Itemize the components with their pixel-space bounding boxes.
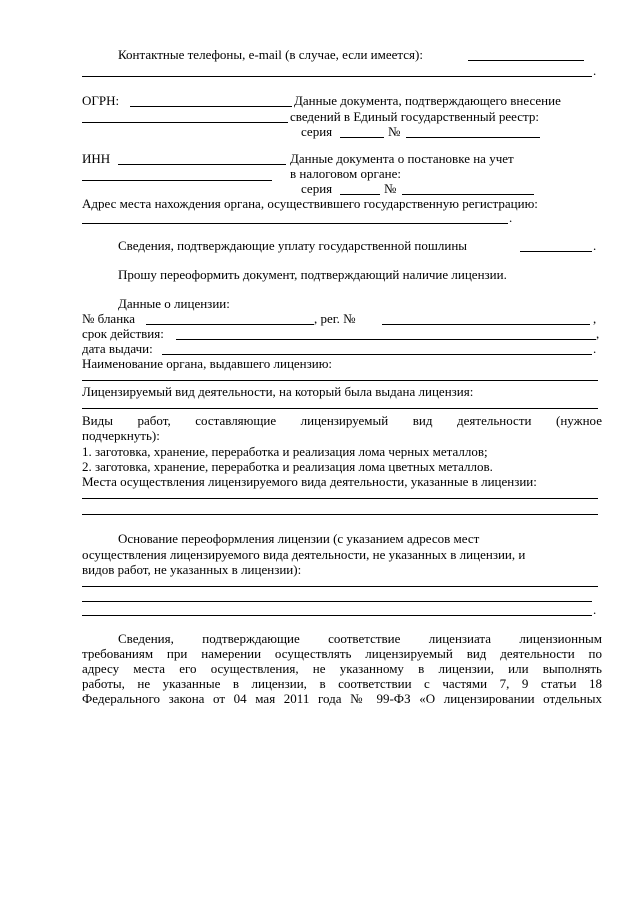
- address-label: Адрес места нахождения органа, осуществившего государственную регистрацию:: [82, 196, 538, 211]
- basis-line1: Основание переоформления лицензии (с указанием адресов мест: [118, 531, 480, 546]
- license-validity-label: срок действия:: [82, 326, 164, 341]
- inn-doc-line1: Данные документа о постановке на учет: [290, 151, 514, 166]
- license-activity-label: Лицензируемый вид деятельности, на который была выдана лицензия:: [82, 384, 474, 399]
- ogrn-number-field[interactable]: [406, 137, 540, 138]
- license-issue-label: дата выдачи:: [82, 341, 153, 356]
- inn-field[interactable]: [118, 164, 286, 165]
- ogrn-extra-field[interactable]: [82, 122, 288, 123]
- works-intro-line2: подчеркнуть):: [82, 428, 160, 443]
- ogrn-number-label: №: [388, 124, 401, 139]
- compliance-line2: требованиям при намерении осуществлять лицензируемый вид деятельности по: [82, 646, 602, 661]
- fee-label: Сведения, подтверждающие уплату государственной пошлины: [118, 238, 468, 253]
- inn-number-label: №: [384, 181, 397, 196]
- works-item-2[interactable]: 2. заготовка, хранение, переработка и реализация лома цветных металлов.: [82, 459, 493, 474]
- basis-line3: видов работ, не указанных в лицензии):: [82, 562, 302, 577]
- contacts-end-dot: .: [593, 63, 597, 78]
- basis-field-2[interactable]: [82, 601, 592, 602]
- inn-series-label: серия: [301, 181, 333, 196]
- license-activity-field[interactable]: [82, 408, 598, 409]
- inn-number-field[interactable]: [402, 194, 534, 195]
- works-places-field-1[interactable]: [82, 498, 598, 499]
- license-issue-end-dot: .: [593, 341, 597, 356]
- fee-end-dot: .: [593, 238, 597, 253]
- basis-field-3[interactable]: [82, 615, 592, 616]
- compliance-line1: Сведения, подтверждающие соответствие лицензиата лицензионным: [118, 631, 602, 646]
- address-end-dot: .: [509, 210, 513, 225]
- ogrn-doc-line1: Данные документа, подтверждающего внесение: [294, 93, 561, 108]
- license-blank-field[interactable]: [146, 324, 314, 325]
- license-reg-field[interactable]: [382, 324, 590, 325]
- license-issue-field[interactable]: [162, 354, 592, 355]
- works-intro-line1: Виды работ, составляющие лицензируемый вид деятельности (нужное: [82, 413, 602, 428]
- license-reg-comma: ,: [593, 311, 597, 326]
- license-reg-label: , рег. №: [314, 311, 356, 326]
- ogrn-doc-line2: сведений в Единый государственный реестр:: [290, 109, 539, 124]
- fee-field[interactable]: [520, 251, 592, 252]
- request-text: Прошу переоформить документ, подтверждающий наличие лицензии.: [118, 267, 507, 282]
- works-item-1[interactable]: 1. заготовка, хранение, переработка и реализация лома черных металлов;: [82, 444, 488, 459]
- ogrn-series-field[interactable]: [340, 137, 384, 138]
- compliance-line5: Федерального закона от 04 мая 2011 года № 99-ФЗ «О лицензировании отдельных: [82, 691, 602, 706]
- basis-field-1[interactable]: [82, 586, 598, 587]
- basis-end-dot: .: [593, 602, 597, 617]
- license-issuer-field[interactable]: [82, 380, 598, 381]
- ogrn-field[interactable]: [130, 106, 292, 107]
- inn-doc-line2: в налоговом органе:: [290, 166, 401, 181]
- license-validity-comma: ,: [596, 326, 600, 341]
- contacts-phone-field[interactable]: [468, 60, 584, 61]
- license-heading: Данные о лицензии:: [118, 296, 230, 311]
- contacts-email-field[interactable]: [82, 76, 592, 77]
- contacts-label: Контактные телефоны, e-mail (в случае, если имеется):: [118, 47, 423, 62]
- basis-line2: осуществления лицензируемого вида деятельности, не указанных в лицензии, и: [82, 547, 526, 562]
- compliance-line4: работы, не указанные в лицензии, в соответствии с частями 7, 9 статьи 18: [82, 676, 602, 691]
- inn-series-field[interactable]: [340, 194, 380, 195]
- license-blank-label: № бланка: [82, 311, 136, 326]
- address-field[interactable]: [82, 223, 508, 224]
- ogrn-series-label: серия: [301, 124, 333, 139]
- license-validity-field[interactable]: [176, 339, 596, 340]
- inn-label: ИНН: [82, 151, 111, 166]
- works-places-field-2[interactable]: [82, 514, 598, 515]
- ogrn-label: ОГРН:: [82, 93, 120, 108]
- compliance-line3: адресу места его осуществления, не указанному в лицензии, или выполнять: [82, 661, 602, 676]
- license-issuer-label: Наименование органа, выдавшего лицензию:: [82, 356, 333, 371]
- works-places-label: Места осуществления лицензируемого вида деятельности, указанные в лицензии:: [82, 474, 537, 489]
- inn-extra-field[interactable]: [82, 180, 272, 181]
